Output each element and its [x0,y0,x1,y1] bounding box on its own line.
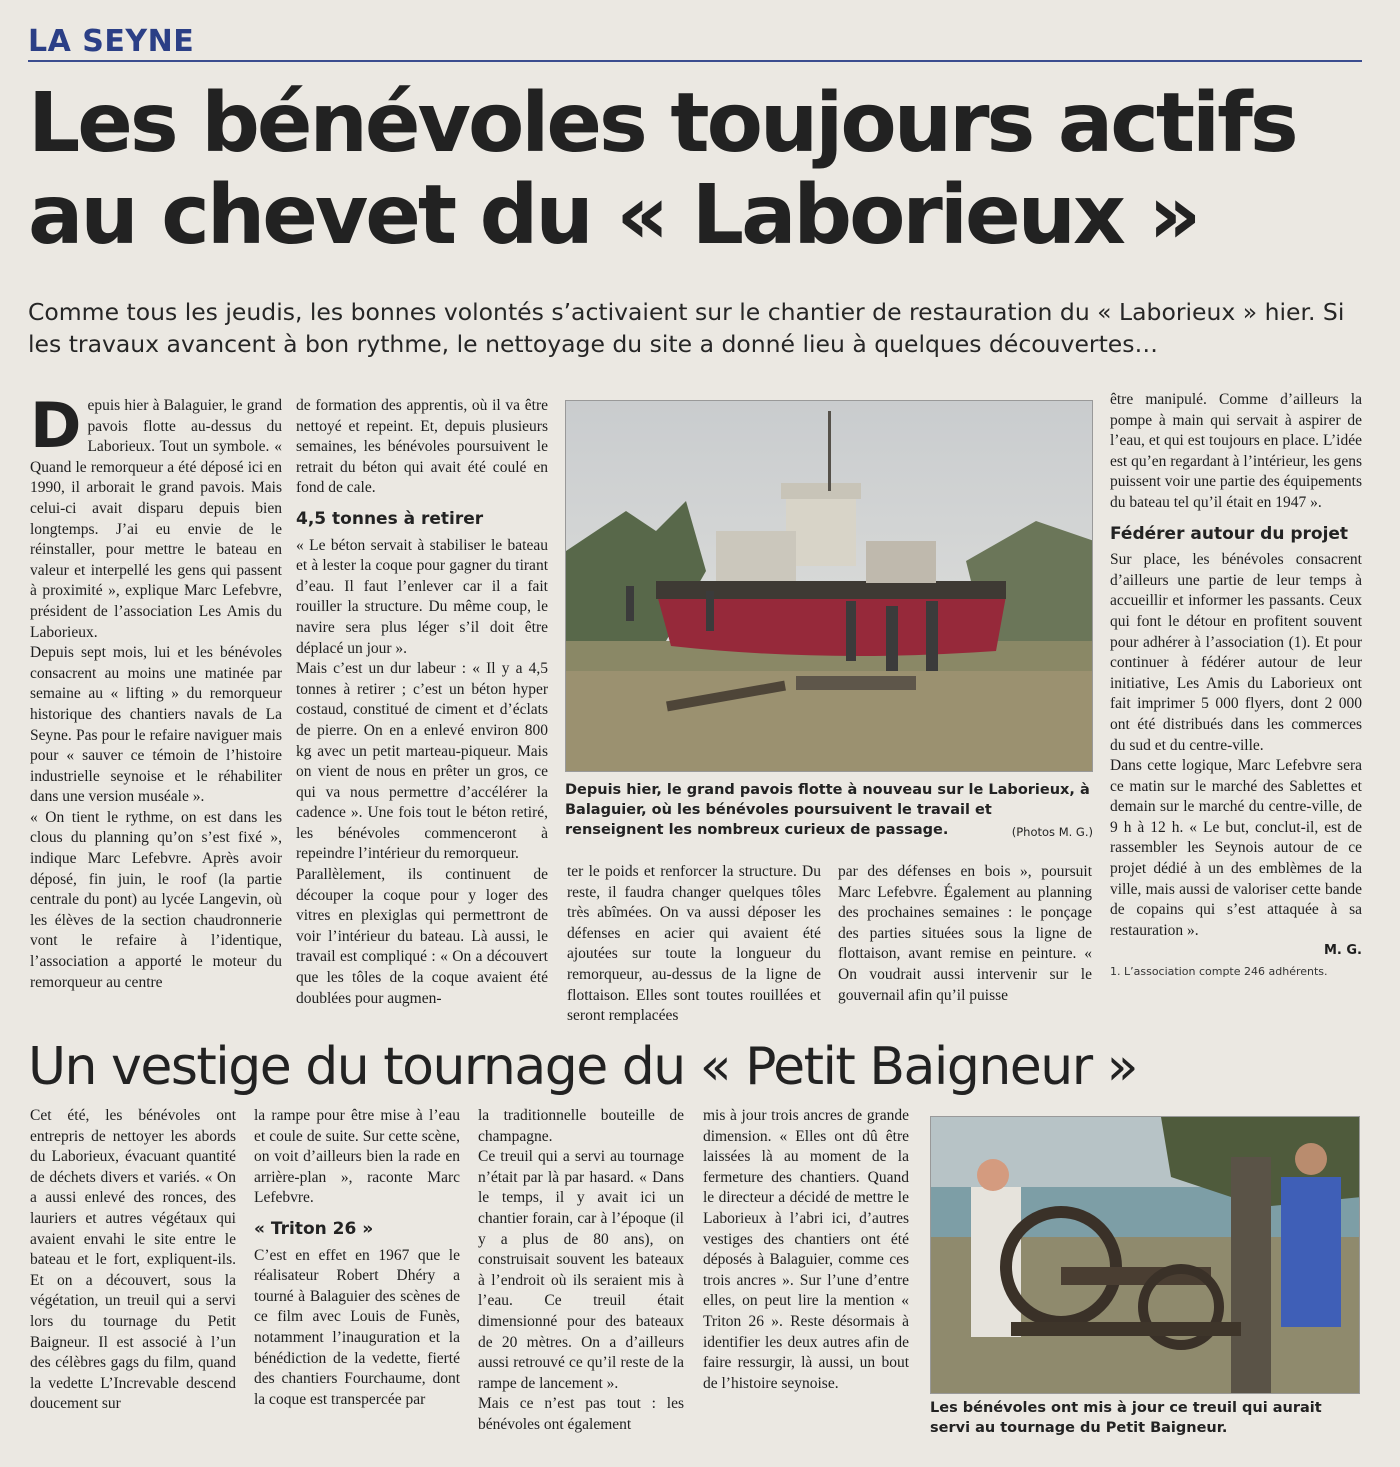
standfirst: Comme tous les jeudis, les bonnes volontés s’activaient sur le chantier de restauration du « Laborieux » hier. Si les travaux avancent à bon rythme, le nettoyage du site a donné lieu à quelques découvertes… [28,298,1345,358]
main-photo-caption-text: Depuis hier, le grand pavois flotte à nouveau sur le Laborieux, à Balaguier, où les bénévoles poursuivent le travail et renseignent les nombreux curieux de passage. [565,782,1090,838]
article2-col4-para: mis à jour trois ancres de grande dimension. « Elles ont dû être laissées là au moment de la fermeture des chantiers. Quand le directeur a décidé de mettre le Laborieux à l’abri ici, d’autres vestiges des chantiers ont été déposés à Balaguier, comme ces trois ancres ». Sur l’une d’entre elles, on peut lire la mention « Triton 26 ». Reste désormais à identifier les deux autres afin de faire ressurgir, là aussi, un bout de l’histoire seynoise. [703,1107,909,1392]
author-signature: M. G. [1323,943,1362,959]
article2-col3-para2: Ce treuil qui a servi au tournage n’était par là par hasard. « Dans le temps, il y avait ici un chantier forain, car à l’époque (il y a plus de 80 ans), on construisait souvent les bateaux à l’endroit où ils seraient mis à l’eau. Ce treuil était dimensionné pour des bateaux de 20 mètres. On a d’ailleurs aussi retrouvé ce qu’il reste de la rampe de lancement ». [478,1148,684,1392]
article1-col1-para3: « On tient le rythme, on est dans les clous du planning qu’on s’est fixé », indique Marc Lefebvre. Après avoir déposé, fin juin, le roof (la partie centrale du pont) au lycée Langevin, où les élèves de la section chaudronnerie vont le refaire à l’identique, l’association a apporté le moteur du remorqueur au centre [30,808,282,991]
footnote: 1. L’association compte 246 adhérents. [1110,965,1328,979]
subhead-triton: « Triton 26 » [254,1218,374,1239]
article1-col2-para3: Mais c’est un dur labeur : « Il y a 4,5 tonnes à retirer ; c’est un béton hyper costaud, constitué de ciment et d’éclats de pierre. On en a enlevé environ 800 kg avec un petit marteau-piqueur. Mais on vient de nous en prêter un gros, ce qui va nous permettre d’accélérer la cadence ». Une fois tout le béton retiré, les bénévoles commenceront à repeindre l’intérieur du remorqueur. [296,660,548,863]
article2-col3-para1: la traditionnelle bouteille de champagne. [478,1107,684,1145]
winch-photo [930,1116,1360,1394]
article2-col3-para3: Mais ce n’est pas tout : les bénévoles ont également [478,1395,684,1433]
subhead-tonnes: 4,5 tonnes à retirer [296,508,484,529]
laborieux-boat-photo [565,400,1093,772]
article1-col1-para2: Depuis sept mois, lui et les bénévoles consacrent au moins une matinée par semaine au « lifting » du remorqueur historique des chantiers navals de La Seyne. Pas pour le refaire naviguer mais pour « sauver ce témoin de l’histoire industrielle seynoise et le réhabiliter dans une version muséale ». [30,644,282,806]
article1-column-2 [296,396,548,1009]
article1-col5-para2: Sur place, les bénévoles consacrent d’ailleurs une partie de leur temps à accueillir et informer les passants. Ceux qui font le détour en profitent souvent pour adhérer à l’association (1). Et pour continuer à fédérer autour de leur initiative, Les Amis du Laborieux ont fait imprimer 5 000 flyers, dont 2 000 ont été distribués dans les commerces du sud et du centre-ville. [1110,551,1362,754]
article1-col2-para4: Parallèlement, ils continuent de découper la coque pour y loger des vitres en plexiglas qui permettront de voir l’intérieur du bateau. Là aussi, le travail est compliqué : « On a découvert que les tôles de la coque avaient été doublées pour augmen- [296,866,548,1007]
winch-photo-caption: Les bénévoles ont mis à jour ce treuil qui aurait servi au tournage du Petit Baigneur. [930,1400,1322,1436]
drop-cap: D [30,389,82,462]
article1-column-1 [30,389,282,993]
article1-col5-para3: Dans cette logique, Marc Lefebvre sera ce matin sur le marché des Sablettes et demain sur le marché du centre-ville, de 9 h à 12 h. « Le but, conclut-il, est de rassembler les Seynois autour de ce projet dédié à un des emblèmes de la ville, mais aussi de valoriser cette bande de copains qui s’est attaquée à sa restauration ». [1110,757,1362,939]
article1-col4-para: par des défenses en bois », poursuit Marc Lefebvre. Également au planning des prochaines semaines : le ponçage des parties situées sous la ligne de flottaison, avant remise en peinture. « On voudrait aussi intervenir sur le gouvernail afin qu’il puisse [838,863,1092,1004]
article1-col3-para: ter le poids et renforcer la structure. Du reste, il faudra changer quelques tôles très abîmées. On va aussi déposer les défenses en acier qui avaient été ajoutées sur toute la longueur du remorqueur, au-dessus de la ligne de flottaison. Elles sont toutes rouillées et seront remplacées [567,863,821,1025]
article1-col2-para2: « Le béton servait à stabiliser le bateau et à lester la coque pour gagner du tirant d’eau. Il faut l’enlever car il a fait rouiller la structure. Du même coup, le navire sera plus léger s’il doit être déplacé un jour ». [296,536,548,657]
main-headline: Les bénévoles toujours actifs au chevet du « Laborieux » [28,76,1296,263]
winch-illustration [931,1117,1360,1394]
subhead-federer: Fédérer autour du projet [1110,523,1349,544]
article1-column-4 [838,862,1092,1006]
main-photo-caption [565,780,1093,842]
article2-column-3 [478,1106,684,1436]
article2-column-1 [30,1106,236,1415]
article1-column-5 [1110,390,1362,983]
rubric-divider [28,60,1362,62]
secondary-headline: Un vestige du tournage du « Petit Baigneur » [28,1037,1137,1097]
article1-col5-para1: être manipulé. Comme d’ailleurs la pompe à main qui servait à aspirer de l’eau, et qui est toujours en place. L’idée est qu’en regardant à l’intérieur, les gens puissent voir une partie des équipements du bateau tel qu’il était en 1947 ». [1110,391,1363,511]
section-rubric: LA SEYNE [28,24,195,59]
article2-col2-para2: C’est en effet en 1967 que le réalisateur Robert Dhéry a tourné à Balaguier des scènes de ce film avec Louis de Funès, notamment l’inauguration et la bénédiction de la vedette, fierté des chantiers Fourchaume, dont la coque est transpercée par [254,1246,460,1408]
boat-illustration [566,401,1093,772]
article2-col2-para1: la rampe pour être mise à l’eau et coule de suite. Sur cette scène, on voit d’ailleurs bien la rade en arrière-plan », raconte Marc Lefebvre. [254,1107,460,1207]
article2-column-4 [703,1106,909,1394]
article1-col1-para1: epuis hier à Balaguier, le grand pavois flotte au-dessus du Laborieux. Tout un symbole. « Quand le remorqueur a été déposé ici en 1990, il arborait le grand pavois. Mais celui-ci avait disparu depuis bien longtemps. J’ai eu envie de le réinstaller, pour mettre le bateau en valeur et interpellé les gens qui passent à proximité », explique Marc Lefebvre, président de l’association Les Amis du Laborieux. [30,397,282,641]
photo-credit: (Photos M. G.) [1011,825,1093,839]
article1-column-3 [567,862,821,1027]
article2-col1-para: Cet été, les bénévoles ont entrepris de nettoyer les abords du Laborieux, évacuant quantité de déchets divers et variés. « On a aussi enlevé des ronces, des lauriers et autres végétaux qui avaient envahi le site entre le bateau et le fort, expliquent-ils. Et on a découvert, sous la végétation, un treuil qui a servi lors du tournage du Petit Baigneur. Il est associé à l’un des célèbres gags du film, quand la vedette L’Increvable descend doucement sur [30,1107,236,1413]
article2-column-2 [254,1106,460,1410]
article1-col2-para1: de formation des apprentis, où il va être nettoyé et repeint. Et, depuis plusieurs semaines, les bénévoles poursuivent le retrait du béton qui avait été coulé en fond de cale. [296,397,548,497]
